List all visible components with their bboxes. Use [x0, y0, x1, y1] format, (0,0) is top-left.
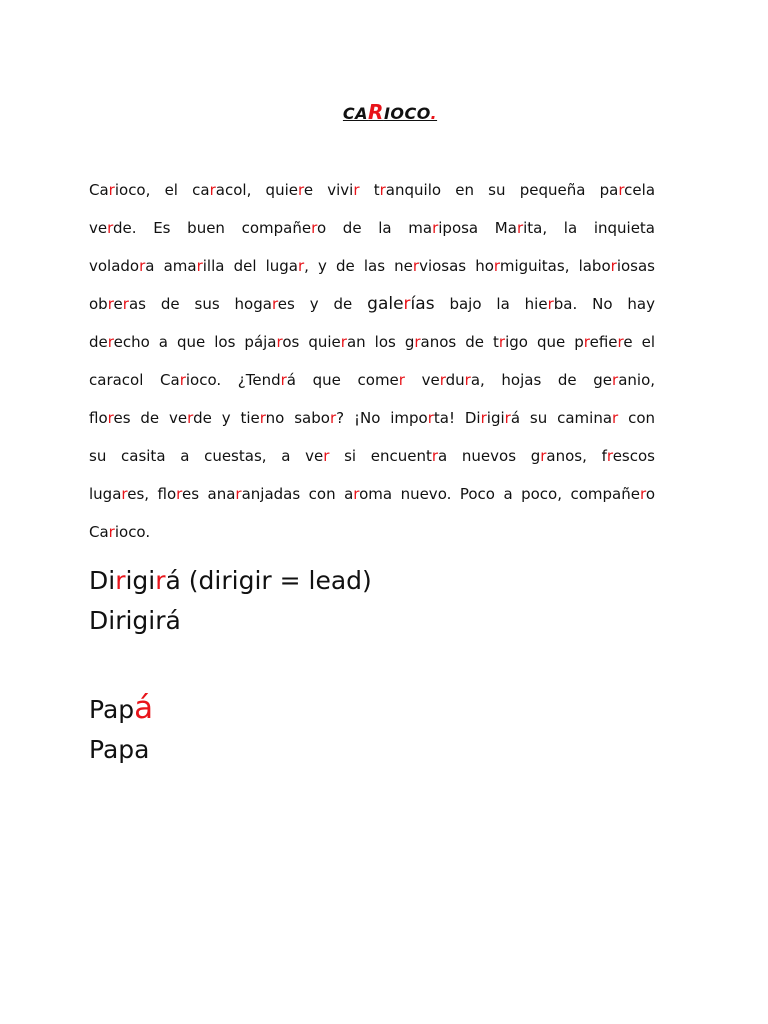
highlighted-letter: r	[108, 181, 115, 199]
text-segment: Dirigirá	[89, 606, 181, 635]
text-segment: an los g	[346, 333, 415, 351]
example-word	[89, 561, 372, 601]
text-segment: e el	[623, 333, 655, 351]
text-segment: e	[113, 295, 123, 313]
highlighted-letter: r	[340, 333, 347, 351]
highlighted-letter: r	[115, 566, 126, 595]
text-segment: efie	[589, 333, 618, 351]
paragraph-line	[89, 399, 655, 437]
text-segment: iosas	[616, 257, 655, 275]
text-segment: ioco.	[114, 523, 151, 541]
story-paragraph	[89, 171, 655, 551]
text-segment: Papa	[89, 735, 150, 764]
text-segment: Pap	[89, 695, 135, 724]
highlighted-letter: r	[297, 181, 304, 199]
paragraph-line	[89, 247, 655, 285]
text-segment: caracol Ca	[89, 371, 180, 389]
text-segment: ve	[89, 219, 108, 237]
highlighted-letter: r	[179, 371, 186, 389]
text-segment: anos de t	[420, 333, 499, 351]
highlighted-letter: r	[176, 485, 182, 503]
text-segment: CA	[342, 104, 369, 123]
highlighted-letter: r	[280, 371, 287, 389]
text-segment: a, hojas de ge	[470, 371, 613, 389]
highlighted-letter: r	[612, 409, 619, 427]
highlighted-letter: r	[427, 409, 434, 427]
text-segment: á (dirigir = lead)	[165, 566, 372, 595]
text-segment: ioco, el ca	[114, 181, 210, 199]
paragraph-line	[89, 285, 655, 323]
highlighted-letter: r	[353, 485, 360, 503]
text-segment: echo a que los pája	[113, 333, 277, 351]
highlighted-letter: r	[464, 371, 471, 389]
text-segment: as de sus hoga	[128, 295, 272, 313]
text-segment: igo que p	[505, 333, 584, 351]
highlighted-letter: r	[329, 409, 337, 427]
text-segment: iposa Ma	[438, 219, 517, 237]
highlighted-letter: r	[323, 447, 330, 465]
highlighted-letter: r	[379, 181, 386, 199]
text-segment: si encuent	[329, 447, 432, 465]
highlighted-letter: r	[618, 181, 625, 199]
highlighted-letter: r	[540, 447, 547, 465]
text-segment: luga	[89, 485, 122, 503]
text-segment: anjadas con a	[241, 485, 354, 503]
highlighted-letter: r	[412, 257, 420, 275]
highlighted-letter: r	[107, 295, 114, 313]
highlighted-letter: r	[610, 257, 617, 275]
highlighted-letter: r	[480, 409, 487, 427]
text-segment: con	[618, 409, 656, 427]
text-segment: es, flo	[127, 485, 177, 503]
text-segment: o	[645, 485, 655, 503]
text-segment: escos	[612, 447, 655, 465]
text-segment: igi	[486, 409, 505, 427]
text-segment: a ama	[145, 257, 197, 275]
highlighted-letter: .	[430, 104, 438, 123]
text-segment: no sabo	[265, 409, 330, 427]
highlighted-letter: r	[612, 371, 619, 389]
text-segment: es de ve	[113, 409, 188, 427]
text-segment: cela	[624, 181, 656, 199]
highlighted-letter: r	[276, 333, 283, 351]
example-word	[89, 730, 149, 770]
text-segment: du	[445, 371, 465, 389]
highlighted-letter: r	[122, 295, 129, 313]
paragraph-line	[89, 209, 655, 247]
highlighted-letter: r	[353, 181, 360, 199]
text-segment: miguitas, labo	[499, 257, 611, 275]
highlighted-letter: r	[107, 409, 114, 427]
highlighted-letter: r	[107, 219, 114, 237]
text-segment: , y de las ne	[304, 257, 413, 275]
text-segment: ba. No hay	[553, 295, 655, 313]
highlighted-letter: r	[297, 257, 305, 275]
highlighted-letter: r	[583, 333, 590, 351]
paragraph-line	[89, 475, 655, 513]
highlighted-letter: r	[398, 371, 405, 389]
paragraph-line	[89, 171, 655, 209]
text-segment: ioco. ¿Tend	[185, 371, 281, 389]
highlighted-letter: á	[134, 690, 154, 726]
text-segment: volado	[89, 257, 140, 275]
highlighted-letter: r	[431, 447, 439, 465]
text-segment: ías	[410, 294, 435, 314]
highlighted-letter: r	[606, 447, 613, 465]
highlighted-letter: r	[403, 294, 411, 314]
text-segment: ? ¡No impo	[336, 409, 428, 427]
highlighted-letter: r	[155, 566, 166, 595]
example-word	[89, 688, 153, 730]
text-segment: flo	[89, 409, 108, 427]
highlighted-letter: r	[235, 485, 242, 503]
text-segment: es y de	[277, 295, 368, 313]
text-segment: oma nuevo. Poco a poco, compañe	[359, 485, 640, 503]
text-segment: Ca	[89, 523, 109, 541]
highlighted-letter: r	[439, 371, 446, 389]
highlighted-letter: r	[209, 181, 216, 199]
highlighted-letter: r	[498, 333, 506, 351]
page-title	[0, 100, 768, 124]
text-segment: de y tie	[193, 409, 260, 427]
text-segment: gale	[367, 294, 404, 314]
highlighted-letter: r	[271, 295, 278, 313]
highlighted-letter: r	[414, 333, 421, 351]
highlighted-letter: R	[368, 100, 384, 124]
highlighted-letter: r	[504, 409, 511, 427]
text-segment: anquilo en su pequeña pa	[385, 181, 619, 199]
text-segment: ta! Di	[433, 409, 481, 427]
highlighted-letter: r	[617, 333, 624, 351]
text-segment: es ana	[182, 485, 236, 503]
text-segment: o de la ma	[316, 219, 433, 237]
highlighted-letter: r	[311, 219, 317, 237]
paragraph-line	[89, 323, 655, 361]
text-segment: ita, la inquieta	[523, 219, 655, 237]
text-segment: su casita a cuestas, a ve	[89, 447, 324, 465]
highlighted-letter: r	[516, 219, 524, 237]
text-segment: á que come	[286, 371, 399, 389]
text-segment: illa del luga	[202, 257, 298, 275]
text-segment: os quie	[282, 333, 341, 351]
paragraph-line	[89, 513, 655, 551]
paragraph-line	[89, 437, 655, 475]
text-segment: á su camina	[510, 409, 613, 427]
highlighted-letter: r	[139, 257, 146, 275]
highlighted-letter: r	[121, 485, 128, 503]
text-segment: igi	[125, 566, 156, 595]
text-segment: anos, f	[546, 447, 607, 465]
text-segment: t	[359, 181, 380, 199]
highlighted-letter: r	[187, 409, 194, 427]
text-segment: de. Es buen compañe	[113, 219, 312, 237]
text-segment: Di	[89, 566, 116, 595]
example-word	[89, 601, 181, 641]
text-segment: IOCO	[383, 104, 431, 123]
paragraph-line	[89, 361, 655, 399]
text-segment: ob	[89, 295, 108, 313]
text-segment: Ca	[89, 181, 109, 199]
text-segment: viosas ho	[419, 257, 494, 275]
text-segment: bajo la hie	[434, 295, 548, 313]
highlighted-letter: r	[259, 409, 266, 427]
text-segment: a nuevos g	[438, 447, 541, 465]
highlighted-letter: r	[493, 257, 500, 275]
highlighted-letter: r	[196, 257, 203, 275]
highlighted-letter: r	[639, 485, 646, 503]
highlighted-letter: r	[107, 333, 114, 351]
highlighted-letter: r	[108, 523, 115, 541]
highlighted-letter: r	[547, 295, 554, 313]
text-segment: anio,	[618, 371, 656, 389]
text-segment: acol, quie	[215, 181, 298, 199]
text-segment: ve	[404, 371, 440, 389]
highlighted-letter: r	[432, 219, 439, 237]
text-segment: e vivi	[303, 181, 354, 199]
text-segment: de	[89, 333, 108, 351]
